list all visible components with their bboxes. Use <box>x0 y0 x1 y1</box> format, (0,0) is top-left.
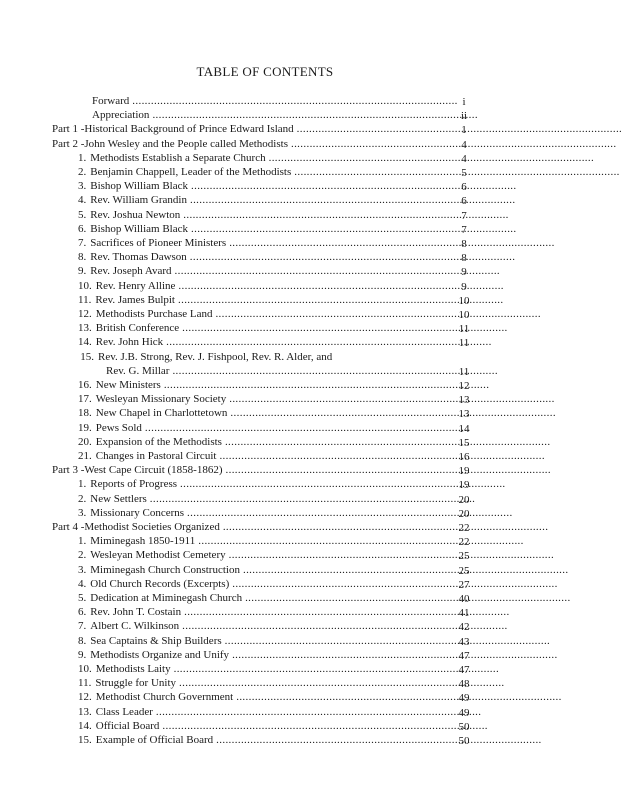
toc-entry-number: 2. <box>78 549 87 562</box>
toc-entry-page: 4 <box>461 138 467 151</box>
toc-entry-number: 3. <box>78 180 87 193</box>
toc-entry-label: Methodists Laity <box>95 663 171 675</box>
toc-entry-number: 11. <box>78 293 92 306</box>
toc-entry-page: 8 <box>461 238 467 250</box>
toc-entry-number: 13. <box>78 705 92 718</box>
leader-dots <box>215 308 539 320</box>
toc-entry-label: Albert C. Wilkinson <box>90 620 180 633</box>
toc-entry-label: Bishop William Black <box>90 180 188 193</box>
toc-entry <box>78 505 447 519</box>
toc-entry <box>78 604 447 618</box>
toc-entry-number: 3. <box>78 506 87 519</box>
toc-entry-number: 19. <box>78 421 92 434</box>
toc-entry-page: 22 <box>458 522 470 534</box>
toc-entry-number: 13. <box>78 322 92 335</box>
toc-entry-page: 40 <box>458 593 470 605</box>
toc-entry-page: 4 <box>461 152 467 165</box>
toc-entry <box>78 278 447 292</box>
toc-entry-label: Changes in Pastoral Circuit <box>95 450 217 462</box>
toc-entry <box>78 349 447 363</box>
toc-entry-page: 1 <box>461 124 467 137</box>
leader-dots <box>166 336 490 348</box>
toc-entry-label: Example of Official Board <box>95 734 214 746</box>
leader-dots <box>225 436 549 448</box>
toc-entry-number: 16. <box>78 379 92 391</box>
toc-entry-page: 47 <box>458 664 470 676</box>
toc-entry-label: New Ministers <box>95 379 161 391</box>
toc-entry-label: Rev. Joshua Newton <box>90 208 181 221</box>
toc-entry-label: Benjamin Chappell, Leader of the Methodists <box>90 166 292 178</box>
toc-entry <box>78 150 447 164</box>
leader-dots <box>232 578 556 590</box>
leader-dots <box>230 407 554 419</box>
toc-entry-label: Rev. Henry Alline <box>95 279 176 292</box>
toc-entry-number: 5. <box>78 592 87 604</box>
leader-dots <box>219 450 543 462</box>
toc-entry-label: Pews Sold <box>95 421 142 434</box>
toc-entry-page: 10 <box>458 309 470 321</box>
toc-entry-label: Rev. Thomas Dawson <box>90 251 187 264</box>
leader-dots <box>243 564 567 576</box>
toc-entry <box>78 576 447 590</box>
toc-entry <box>78 405 447 419</box>
toc-entry-label: Miminegash 1850-1911 <box>90 535 196 548</box>
leader-dots <box>229 237 553 249</box>
toc-entry <box>78 263 447 277</box>
toc-entry-number: 12. <box>78 691 92 704</box>
toc-entry <box>78 491 447 505</box>
toc-entry-label: Part 4 -Methodist Societies Organized <box>52 521 220 533</box>
toc-entry-page: 7 <box>461 223 467 236</box>
leader-dots <box>172 365 496 377</box>
toc-entry-label: New Chapel in Charlottetown <box>95 407 228 420</box>
toc-entry <box>78 718 447 732</box>
toc-entry <box>78 434 447 448</box>
toc-entry-number: 15. <box>78 734 92 746</box>
toc-entry-page: 10 <box>458 294 470 307</box>
toc-entry-label: Sacrifices of Pioneer Ministers <box>90 237 227 249</box>
toc-entry-number: 17. <box>78 393 92 406</box>
toc-entry-page: 50 <box>458 720 470 733</box>
toc-entry <box>78 320 447 334</box>
leader-dots <box>132 95 456 107</box>
toc-entry-number: 7. <box>78 237 87 249</box>
toc-entry-page: 9 <box>461 266 467 279</box>
toc-entry-label: New Settlers <box>90 492 147 505</box>
toc-entry-page: 11 <box>458 337 470 350</box>
toc-entry-page: 43 <box>458 635 470 648</box>
toc-entry-number: 21. <box>78 450 92 462</box>
toc-entry-number: 10. <box>78 663 92 675</box>
toc-entry <box>78 476 447 490</box>
toc-entry <box>78 192 447 206</box>
toc-entry-number: 4. <box>78 194 87 207</box>
toc-entry-page: 42 <box>458 621 470 634</box>
toc-entry-label: Class Leader <box>95 705 153 718</box>
toc-entry-number: 4. <box>78 577 87 590</box>
toc-entry-page: 25 <box>458 550 470 563</box>
toc-entry-page: 15 <box>458 436 470 449</box>
toc-entry-page: 20 <box>458 507 470 520</box>
toc-entry-number: 1. <box>78 478 87 491</box>
toc-entry <box>78 590 447 604</box>
toc-entry-number: 7. <box>78 620 87 633</box>
toc-entry-number: 18. <box>78 407 92 420</box>
toc-entry-page: 19 <box>458 465 470 478</box>
toc-entry <box>78 178 447 192</box>
toc-entry-page: 5 <box>461 167 467 179</box>
toc-entry-label: Rev. William Grandin <box>90 194 187 207</box>
toc-entry <box>52 136 447 150</box>
toc-entry <box>78 164 447 178</box>
toc-entry-label: Forward <box>92 95 130 107</box>
toc-entry <box>78 334 447 348</box>
toc-entry-number: 2. <box>78 492 87 505</box>
page-title: TABLE OF CONTENTS <box>196 64 334 79</box>
toc-entry <box>106 363 447 377</box>
toc-entry <box>78 306 447 320</box>
toc-entry-label: Methodists Establish a Separate Church <box>90 151 266 164</box>
toc-entry-label: Methodists Organize and Unify <box>90 648 230 661</box>
toc-entry-page: 11 <box>458 365 470 378</box>
leader-dots <box>216 734 540 746</box>
toc-entry-label: Sea Captains & Ship Builders <box>90 634 222 647</box>
toc-entry-label: Reports of Progress <box>90 478 178 491</box>
toc-entry <box>78 562 447 576</box>
toc-entry-number: 5. <box>78 208 87 221</box>
toc-entry <box>78 661 447 675</box>
toc-entry-page: 27 <box>458 578 470 591</box>
toc-entry-label: Part 2 -John Wesley and the People called Methodists <box>52 137 288 150</box>
leader-dots <box>226 464 550 476</box>
toc-entry-page: 25 <box>458 564 470 577</box>
toc-entry <box>78 618 447 632</box>
leader-dots <box>229 549 553 561</box>
toc-entry <box>78 377 447 391</box>
toc-entry-number: 2. <box>78 166 87 178</box>
toc-entry-page: 50 <box>458 735 470 747</box>
toc-entry <box>78 249 447 263</box>
toc-entry-number: 8. <box>78 251 87 264</box>
toc-entry-number: 1. <box>78 535 87 548</box>
toc-entry-label: Wesleyan Missionary Society <box>95 393 227 406</box>
leader-dots <box>225 635 549 647</box>
toc-entry-label: Struggle for Unity <box>95 677 177 690</box>
toc-entry <box>78 420 447 434</box>
toc-entry-label: Wesleyan Methodist Cemetery <box>90 549 226 562</box>
leader-dots <box>156 706 480 718</box>
toc-entry-label: British Conference <box>95 322 180 335</box>
toc-entry-label: Rev. G. Millar <box>106 364 170 377</box>
toc-entry-number: 6. <box>78 222 87 235</box>
leader-dots <box>162 720 486 732</box>
toc-entry-page: 20 <box>458 493 470 506</box>
toc-entry-number: 8. <box>78 634 87 647</box>
toc-entry <box>78 391 447 405</box>
toc-entry-page: 12 <box>458 380 470 392</box>
toc-entry-label: Methodist Church Government <box>95 691 234 704</box>
toc-entry-page: 7 <box>461 209 467 222</box>
toc-entry-page: 22 <box>458 536 470 549</box>
toc-entry-number: 20. <box>78 435 92 448</box>
toc-entry-label: Expansion of the Methodists <box>95 435 222 448</box>
leader-dots <box>229 393 553 405</box>
toc-entry-page: 49 <box>458 706 470 719</box>
toc-entry-page: 8 <box>461 252 467 265</box>
toc-entry <box>78 533 447 547</box>
toc-entry <box>78 547 447 561</box>
toc-entry <box>78 704 447 718</box>
leader-dots <box>269 152 593 164</box>
toc-entry-page: ii <box>460 110 468 123</box>
toc-entry-number: 3. <box>78 563 87 576</box>
toc-entry-number: 9. <box>78 648 87 661</box>
toc-entry-page: 13 <box>458 408 470 421</box>
toc-entry-label: Official Board <box>95 719 160 732</box>
toc-entry-label: Rev. James Bulpit <box>95 293 175 306</box>
toc-entry <box>52 121 447 135</box>
toc-entry-number: 12. <box>78 308 92 320</box>
leader-dots <box>145 422 469 434</box>
toc-entry-page: 6 <box>461 181 467 194</box>
leader-dots <box>245 592 569 604</box>
toc-entry-number: 11. <box>78 677 92 690</box>
toc-entry <box>78 675 447 689</box>
toc-entry-label: Rev. John Hick <box>95 336 164 349</box>
toc-entry-number: 1. <box>78 151 87 164</box>
toc-entry-page: 41 <box>458 607 470 620</box>
toc-entry-page: 47 <box>458 649 470 662</box>
toc-entry-label: Part 1 -Historical Background of Prince Edward Island <box>52 123 294 136</box>
toc-entry-page: 9 <box>461 280 467 293</box>
toc-entry <box>92 93 447 107</box>
leader-dots <box>223 521 547 533</box>
toc-entry-number: 14. <box>78 719 92 732</box>
toc-entry <box>78 633 447 647</box>
toc-entry <box>78 221 447 235</box>
toc-entry-page: 11 <box>458 323 470 336</box>
leader-dots <box>236 691 560 703</box>
toc-entry-label: Bishop William Black <box>90 222 188 235</box>
toc-entry-number: 6. <box>78 606 87 619</box>
toc-entry <box>78 207 447 221</box>
toc-entry <box>78 689 447 703</box>
toc-entry <box>78 732 447 746</box>
toc-entry-label: Rev. J.B. Strong, Rev. J. Fishpool, Rev. R. Alder, and <box>98 350 333 363</box>
toc-entry-label: Dedication at Miminegash Church <box>90 592 243 604</box>
toc-entry <box>78 448 447 462</box>
toc-entry-page: i <box>462 96 466 108</box>
toc-entry-page: 6 <box>461 195 467 208</box>
toc-entry-page: 48 <box>458 678 470 691</box>
toc-entry-label: Part 3 -West Cape Circuit (1858-1862) <box>52 464 223 477</box>
toc-entry-page: 16 <box>458 451 470 463</box>
toc-entry-number: 10. <box>78 279 92 292</box>
toc-entry-page: 19 <box>458 479 470 492</box>
leader-dots <box>152 109 476 121</box>
toc-entry-number: 9. <box>78 265 87 278</box>
leader-dots <box>150 493 474 505</box>
toc-entry-label: Missionary Concerns <box>90 506 185 519</box>
toc-entry-label: Old Church Records (Excerpts) <box>90 577 230 590</box>
toc-entry-number: 14. <box>78 336 92 349</box>
toc-entry-page: 13 <box>458 394 470 407</box>
toc-entry-number: 15. <box>80 350 94 363</box>
toc-entry <box>78 647 447 661</box>
toc-entry-label: Rev. John T. Costain <box>90 606 182 619</box>
toc-entry <box>92 107 447 121</box>
leader-dots <box>232 649 556 661</box>
toc-entry <box>78 235 447 249</box>
leader-dots <box>164 379 488 391</box>
toc-entry-label: Rev. Joseph Avard <box>90 265 172 278</box>
toc-entry <box>78 292 447 306</box>
toc-entry <box>52 519 447 533</box>
toc-entry-label: Methodists Purchase Land <box>95 308 213 320</box>
toc-entry-label: Miminegash Church Construction <box>90 563 240 576</box>
toc-entry-page: 49 <box>458 692 470 705</box>
toc-entry <box>52 462 447 476</box>
toc-entry-page: 14 <box>458 422 470 435</box>
toc-entry-label: Appreciation <box>92 109 150 122</box>
